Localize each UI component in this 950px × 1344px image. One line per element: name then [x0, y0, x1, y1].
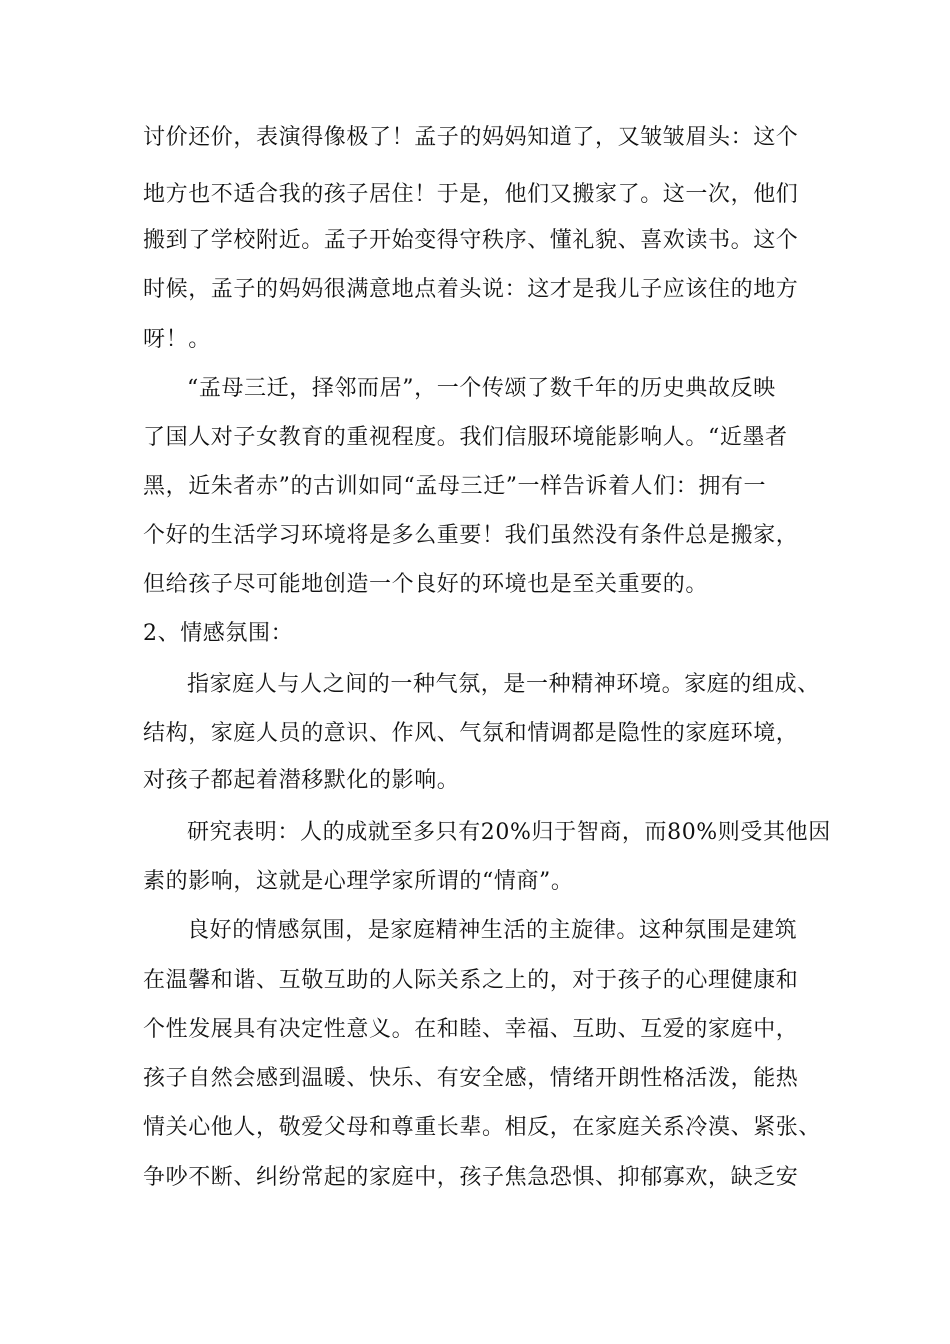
text-line: 在温馨和谐、互敬互助的人际关系之上的，对于孩子的心理健康和: [143, 968, 799, 993]
text-line: 但给孩子尽可能地创造一个良好的环境也是至关重要的。: [143, 572, 709, 597]
text-line: 研究表明：人的成就至多只有20%归于智商，而80%则受其他因: [187, 820, 831, 845]
text-line: 良好的情感氛围，是家庭精神生活的主旋律。这种氛围是建筑: [187, 918, 798, 943]
text-line: 黑，近朱者赤”的古训如同“孟母三迁”一样告诉着人们：拥有一: [143, 474, 767, 499]
text-line: 个性发展具有决定性意义。在和睦、幸福、互助、互爱的家庭中，: [143, 1017, 799, 1042]
section-heading: 2、情感氛围：: [143, 621, 294, 646]
text-line: 地方也不适合我的孩子居住！于是，他们又搬家了。这一次，他们: [143, 182, 799, 207]
text-line: 孩子自然会感到温暖、快乐、有安全感，情绪开朗性格活泼，能热: [143, 1066, 799, 1091]
text-line: 搬到了学校附近。孟子开始变得守秩序、懂礼貌、喜欢读书。这个: [143, 228, 799, 253]
text-line: 结构，家庭人员的意识、作风、气氛和情调都是隐性的家庭环境，: [143, 721, 799, 746]
text-line: 指家庭人与人之间的一种气氛，是一种精神环境。家庭的组成、: [187, 672, 820, 697]
text-line: 个好的生活学习环境将是多么重要！我们虽然没有条件总是搬家，: [143, 523, 799, 548]
text-line: 时候，孟子的妈妈很满意地点着头说：这才是我儿子应该住的地方: [143, 277, 799, 302]
text-line: 情关心他人，敬爱父母和尊重长辈。相反，在家庭关系冷漠、紧张、: [143, 1115, 822, 1140]
text-line: 了国人对子女教育的重视程度。我们信服环境能影响人。“近墨者: [143, 425, 788, 450]
text-line: “孟母三迁，择邻而居”，一个传颂了数千年的历史典故反映: [187, 376, 776, 401]
text-line: 对孩子都起着潜移默化的影响。: [143, 768, 460, 793]
text-line: 争吵不断、纠纷常起的家庭中，孩子焦急恐惧、抑郁寡欢，缺乏安: [143, 1165, 799, 1190]
text-line: 呀！。: [143, 327, 211, 352]
text-line: 素的影响，这就是心理学家所谓的“情商”。: [143, 869, 574, 894]
text-line: 讨价还价，表演得像极了！孟子的妈妈知道了，又皱皱眉头：这个: [143, 125, 799, 150]
